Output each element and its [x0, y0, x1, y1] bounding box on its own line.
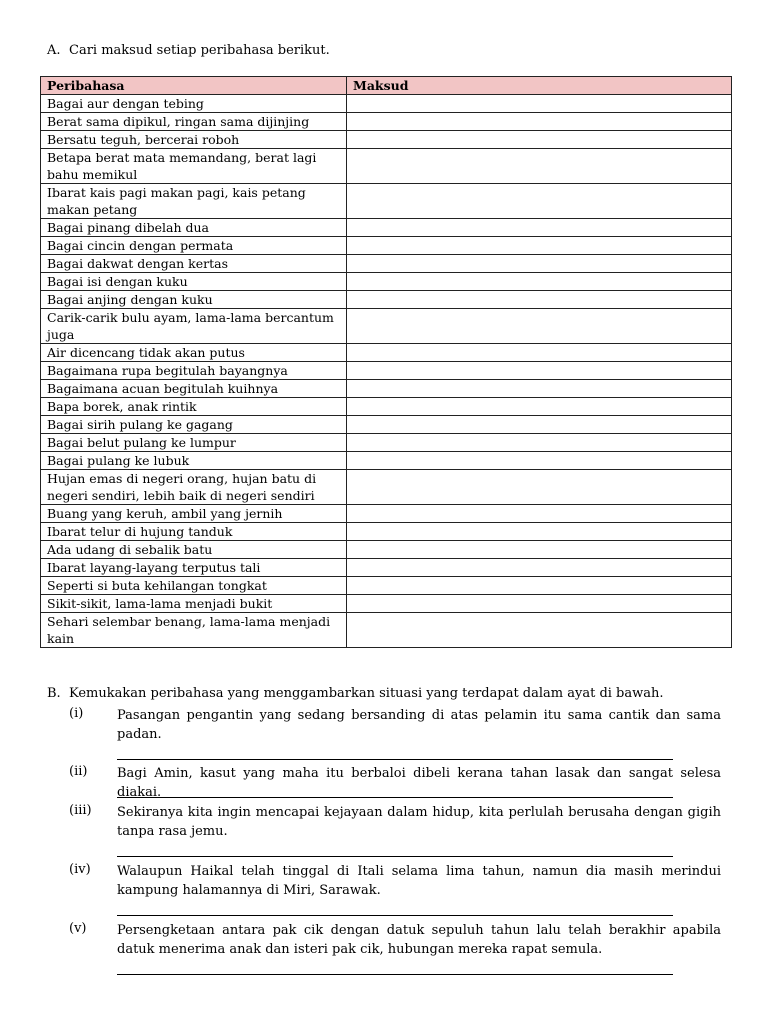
- meaning-cell[interactable]: [347, 255, 732, 273]
- meaning-cell[interactable]: [347, 595, 732, 613]
- table-row: [41, 309, 732, 344]
- section-b-heading: [47, 686, 727, 701]
- meaning-cell[interactable]: [347, 523, 732, 541]
- proverb-cell: Seperti si buta kehilangan tongkat: [41, 577, 347, 595]
- meaning-cell[interactable]: [347, 149, 732, 184]
- table-row: [41, 184, 732, 219]
- meaning-cell[interactable]: [347, 613, 732, 648]
- table-row: [41, 273, 732, 291]
- proverb-cell: Sikit-sikit, lama-lama menjadi bukit: [41, 595, 347, 613]
- proverb-cell: Bagai cincin dengan permata: [41, 237, 347, 255]
- meaning-cell[interactable]: [347, 398, 732, 416]
- proverb-cell: Bagai isi dengan kuku: [41, 273, 347, 291]
- proverb-cell: Betapa berat mata memandang, berat lagi bahu memikul: [41, 149, 347, 184]
- proverb-cell: Ada udang di sebalik batu: [41, 541, 347, 559]
- table-row: [41, 95, 732, 113]
- proverb-table-body: [41, 95, 732, 648]
- proverb-table: [40, 76, 732, 648]
- table-row: [41, 452, 732, 470]
- table-row: [41, 149, 732, 184]
- table-row: [41, 255, 732, 273]
- section-a-instruction: Cari maksud setiap peribahasa berikut.: [69, 43, 330, 58]
- answer-line[interactable]: [117, 974, 673, 975]
- meaning-cell[interactable]: [347, 577, 732, 595]
- table-row: [41, 398, 732, 416]
- table-row: [41, 416, 732, 434]
- proverb-cell: Bapa borek, anak rintik: [41, 398, 347, 416]
- answer-line[interactable]: [117, 759, 673, 760]
- section-a-heading: [47, 43, 330, 58]
- question-text: Persengketaan antara pak cik dengan datuk sepuluh tahun lalu telah berakhir apabila datuk menerima anak dan isteri pak cik, hubungan mereka rapat semula.: [117, 923, 721, 957]
- table-row: [41, 113, 732, 131]
- meaning-cell[interactable]: [347, 452, 732, 470]
- table-row: [41, 219, 732, 237]
- answer-line[interactable]: [117, 797, 673, 798]
- proverb-cell: Bagaimana acuan begitulah kuihnya: [41, 380, 347, 398]
- header-maksud: Maksud: [347, 77, 732, 95]
- section-a-letter: A.: [47, 43, 61, 58]
- question-text: Walaupun Haikal telah tinggal di Itali selama lima tahun, namun dia masih merindui kampung halamannya di Miri, Sarawak.: [117, 864, 721, 898]
- proverb-cell: Ibarat telur di hujung tanduk: [41, 523, 347, 541]
- question-number: (iv): [69, 862, 91, 877]
- question-text: Sekiranya kita ingin mencapai kejayaan dalam hidup, kita perlulah berusaha dengan gigih tanpa rasa jemu.: [117, 805, 721, 839]
- meaning-cell[interactable]: [347, 541, 732, 559]
- meaning-cell[interactable]: [347, 237, 732, 255]
- question-number: (v): [69, 921, 87, 936]
- meaning-cell[interactable]: [347, 344, 732, 362]
- table-row: [41, 595, 732, 613]
- proverb-cell: Hujan emas di negeri orang, hujan batu di negeri sendiri, lebih baik di negeri sendiri: [41, 470, 347, 505]
- meaning-cell[interactable]: [347, 131, 732, 149]
- table-row: [41, 380, 732, 398]
- meaning-cell[interactable]: [347, 273, 732, 291]
- table-row: [41, 362, 732, 380]
- question-number: (i): [69, 706, 84, 721]
- table-row: [41, 559, 732, 577]
- meaning-cell[interactable]: [347, 470, 732, 505]
- section-b-letter: B.: [47, 686, 61, 701]
- proverb-cell: Berat sama dipikul, ringan sama dijinjing: [41, 113, 347, 131]
- table-row: [41, 613, 732, 648]
- proverb-cell: Air dicencang tidak akan putus: [41, 344, 347, 362]
- answer-line[interactable]: [117, 915, 673, 916]
- proverb-cell: Bagai dakwat dengan kertas: [41, 255, 347, 273]
- proverb-cell: Bagai anjing dengan kuku: [41, 291, 347, 309]
- question-number: (iii): [69, 803, 92, 818]
- proverb-cell: Bagai sirih pulang ke gagang: [41, 416, 347, 434]
- table-row: [41, 344, 732, 362]
- proverb-cell: Bagai pinang dibelah dua: [41, 219, 347, 237]
- table-row: [41, 434, 732, 452]
- meaning-cell[interactable]: [347, 559, 732, 577]
- meaning-cell[interactable]: [347, 505, 732, 523]
- proverb-cell: Ibarat layang-layang terputus tali: [41, 559, 347, 577]
- table-row: [41, 541, 732, 559]
- header-peribahasa: Peribahasa: [41, 77, 347, 95]
- proverb-cell: Bagai aur dengan tebing: [41, 95, 347, 113]
- table-row: [41, 470, 732, 505]
- meaning-cell[interactable]: [347, 291, 732, 309]
- meaning-cell[interactable]: [347, 434, 732, 452]
- section-b: [47, 686, 727, 957]
- table-row: [41, 523, 732, 541]
- proverb-cell: Carik-carik bulu ayam, lama-lama bercantum juga: [41, 309, 347, 344]
- proverb-cell: Bersatu teguh, bercerai roboh: [41, 131, 347, 149]
- meaning-cell[interactable]: [347, 309, 732, 344]
- table-row: [41, 577, 732, 595]
- proverb-cell: Sehari selembar benang, lama-lama menjadi kain: [41, 613, 347, 648]
- table-row: [41, 505, 732, 523]
- meaning-cell[interactable]: [347, 380, 732, 398]
- table-row: [41, 131, 732, 149]
- meaning-cell[interactable]: [347, 362, 732, 380]
- proverb-cell: Bagai pulang ke lubuk: [41, 452, 347, 470]
- question-number: (ii): [69, 764, 88, 779]
- meaning-cell[interactable]: [347, 219, 732, 237]
- proverb-cell: Ibarat kais pagi makan pagi, kais petang makan petang: [41, 184, 347, 219]
- answer-line[interactable]: [117, 856, 673, 857]
- proverb-cell: Bagai belut pulang ke lumpur: [41, 434, 347, 452]
- meaning-cell[interactable]: [347, 113, 732, 131]
- table-row: [41, 291, 732, 309]
- proverb-cell: Buang yang keruh, ambil yang jernih: [41, 505, 347, 523]
- question-text: Bagi Amin, kasut yang maha itu berbaloi dibeli kerana tahan lasak dan sangat selesa diakai.: [117, 766, 721, 800]
- proverb-cell: Bagaimana rupa begitulah bayangnya: [41, 362, 347, 380]
- table-row: [41, 237, 732, 255]
- section-b-instruction: Kemukakan peribahasa yang menggambarkan situasi yang terdapat dalam ayat di bawah.: [69, 686, 664, 701]
- meaning-cell[interactable]: [347, 184, 732, 219]
- meaning-cell[interactable]: [347, 95, 732, 113]
- question-text: Pasangan pengantin yang sedang bersanding di atas pelamin itu sama cantik dan sama padan.: [117, 708, 721, 742]
- table-header-row: [41, 77, 732, 95]
- meaning-cell[interactable]: [347, 416, 732, 434]
